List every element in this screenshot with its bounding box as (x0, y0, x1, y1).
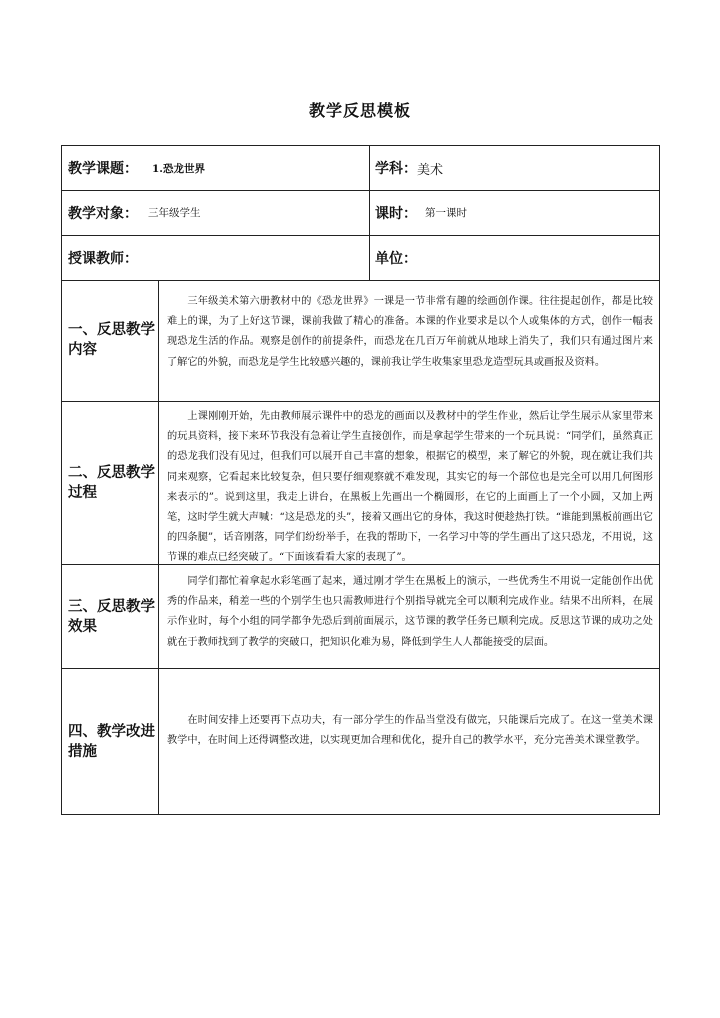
column-divider (369, 146, 370, 280)
audience-label: 教学对象： (68, 205, 138, 222)
reflection-form-table (61, 145, 660, 815)
section-text-process: 上课刚刚开始，先由教师展示课件中的恐龙的画面以及教材中的学生作业，然后让学生展示从家里带来的玩具资料，接下来环节我没有急着让学生直接创作，而是拿起学生带来的一个玩具说：“同学们，虽然真正的恐龙我们没有见过，但我们可以展开自己丰富的想象，根据它的模型，来了解它的外貌，现在就让我们共同来观察，它看起来比较复杂，但只要仔细观察就不难发现，其实它的每一个部位也是完全可以用几何图形来表示的”。说到这里，我走上讲台，在黑板上先画出一个椭圆形，在它的上面画上了一个小圆，又加上两笔，这时学生就大声喊：“这是恐龙的头”，接着又画出它的身体，我这时便趁热打铁。“谁能到黑板前画出它的四条腿”，话音刚落，同学们纷纷举手，在我的帮助下，一名学习中等的学生画出了这只恐龙，不用说，这节课的难点已经突破了。“下面该看看大家的表现了”。 (167, 411, 653, 564)
period-value: 第一课时 (425, 207, 467, 219)
row-divider (62, 401, 659, 402)
teacher-cell (68, 235, 138, 280)
unit-cell (375, 235, 417, 280)
section-label-process: 二、反思教学过程 (68, 465, 155, 501)
column-divider (158, 280, 159, 814)
row-divider (62, 668, 659, 669)
unit-label: 单位： (375, 250, 417, 267)
row-divider (62, 280, 659, 281)
page-title: 教学反思模板 (308, 101, 411, 120)
audience-value: 三年级学生 (148, 207, 201, 219)
subject-cell (375, 146, 443, 190)
section-label-effect: 三、反思教学效果 (68, 599, 155, 635)
subject-value: 美术 (417, 162, 444, 178)
topic-value: 1.恐龙世界 (152, 162, 205, 175)
section-text-content: 三年级美术第六册教材中的《恐龙世界》一课是一节非常有趣的绘画创作课。往往提起创作，都是比较难上的课，为了上好这节课，课前我做了精心的准备。本课的作业要求是以个人或集体的方式，创作一幅表现恐龙生活的作品。观察是创作的前提条件，而恐龙在几百万年前就从地球上消失了，我们只有通过图片来了解它的外貌，而恐龙是学生比较感兴趣的，课前我让学生收集家里恐龙造型玩具或画报及资料。 (167, 296, 653, 368)
section-text-improvement: 在时间安排上还要再下点功夫，有一部分学生的作品当堂没有做完，只能课后完成了。在这一堂美术课教学中，在时间上还得调整改进，以实现更加合理和优化，提升自己的教学水平，充分完善美术课堂教学。 (167, 715, 653, 747)
topic-cell (68, 146, 205, 190)
period-cell (375, 190, 467, 235)
row-divider (62, 235, 659, 236)
subject-label: 学科： (375, 161, 417, 177)
section-label-improvement: 四、教学改进措施 (68, 724, 155, 760)
section-text-effect: 同学们都忙着拿起水彩笔画了起来，通过刚才学生在黑板上的演示，一些优秀生不用说一定能创作出优秀的作品来，稍差一些的个别学生也只需教师进行个别指导就完全可以顺利完成作业。结果不出所料，在展示作业时，每个小组的同学都争先恐后到前面展示，这节课的教学任务已顺利完成。反思这节课的成功之处就在于教师找到了教学的突破口，把知识化难为易，降低到学生人人都能接受的层面。 (167, 576, 653, 648)
teacher-label: 授课教师： (68, 250, 138, 267)
period-label: 课时： (375, 205, 417, 222)
topic-label: 教学课题： (68, 161, 138, 177)
section-label-content: 一、反思教学内容 (68, 322, 155, 358)
audience-cell (68, 190, 201, 235)
